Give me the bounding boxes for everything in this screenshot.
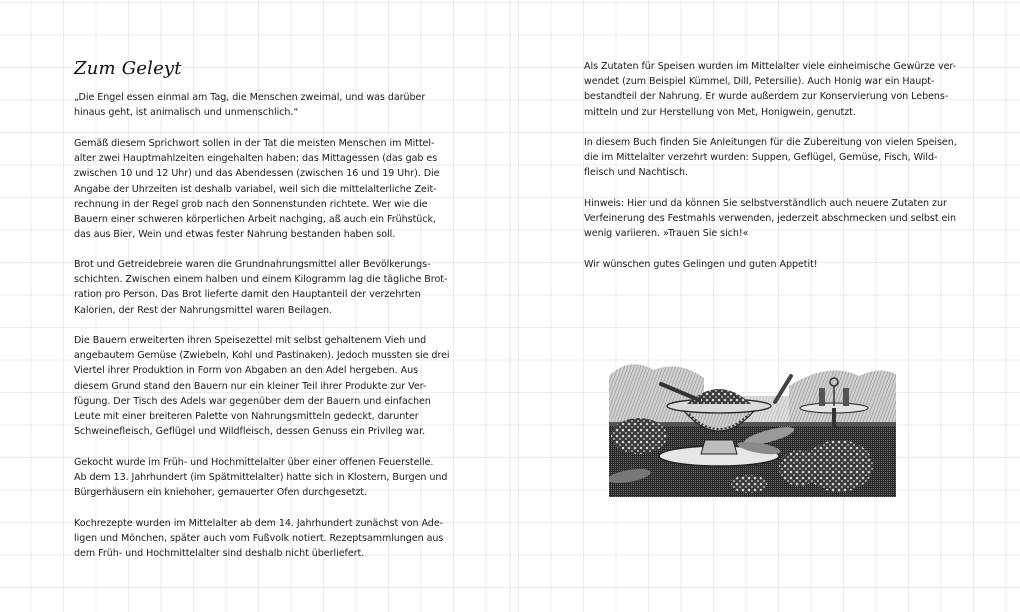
paragraph-bread: Brot und Getreidebreie waren die Grundnahrungsmittel aller Bevölkerungs- schichten. Zwischen einem halben und einem Kilogramm lag die tägliche Brot- ration pro Person. Das Brot lieferte damit den Hauptanteil der verzehrten Kalorien, der Rest der Nahrungsmittel waren Beilagen. bbox=[74, 259, 448, 316]
engraving-tureen-illustration bbox=[609, 356, 896, 497]
page-title: Zum Geleyt bbox=[74, 58, 182, 79]
paragraph-spices: Als Zutaten für Speisen wurden im Mittelalter viele einheimische Gewürze ver- wendet (zum Beispiel Kümmel, Dill, Petersilie). Auch Honig war ein Haupt- bestandteil der Nahrung. Er wurde außerdem zur Konservierung von Lebens- mitteln und zur Herstellung von Met, Honigwein, genutzt. bbox=[584, 61, 957, 118]
paragraph-hint: Hinweis: Hier und da können Sie selbstverständlich auch neuere Zutaten zur Verfeinerung des Festmahls verwenden, jederzeit abschmecken und selbst ein wenig variieren. »Trauen Sie sich!« bbox=[584, 198, 956, 240]
paragraph-cooking: Gekocht wurde im Früh- und Hochmittelalter über einer offenen Feuerstelle. Ab dem 13. Jahrhundert (im Spätmittelalter) hatte sich in Klostern, Burgen und Bürgerhäusern ein kniehoher, gemauerter Ofen durchgesetzt. bbox=[74, 457, 448, 499]
paragraph-closing: Wir wünschen gutes Gelingen und guten Appetit! bbox=[584, 259, 818, 270]
paragraph-peasants: Die Bauern erweiterten ihren Speisezettel mit selbst gehaltenem Vieh und angebautem Gemüse (Zwiebeln, Kohl und Pastinaken). Jedoch mussten sie drei Viertel ihrer Produktion in Form von Abgaben an den Adel hergeben. Aus diesem Grund stand den Bauern nur ein kleiner Teil ihrer Produkte zur Ver- fügung. Der Tisch des Adels war gegenüber dem der Bauern und einfachen Leute mit einer breiteren Palette von Nahrungsmitteln gedeckt, darunter Schweinefleisch, Geflügel und Wildfleisch, dessen Genuss ein Privileg war. bbox=[74, 335, 450, 438]
engraving-icon bbox=[609, 356, 896, 497]
paragraph-recipes: Kochrezepte wurden im Mittelalter ab dem 14. Jahrhundert zunächst von Ade- ligen und Mönchen, später auch vom Fußvolk notiert. Rezeptsammlungen aus dem Früh- und Hochmittelalter sind deshalb nicht überliefert. bbox=[74, 518, 444, 560]
epigraph-quote: „Die Engel essen einmal am Tag, die Menschen zweimal, und was darüber hinaus geht, ist animalisch und unmenschlich.“ bbox=[74, 92, 426, 119]
paragraph-mealtimes: Gemäß diesem Sprichwort sollen in der Tat die meisten Menschen im Mittel- alter zwei Hauptmahlzeiten eingehalten haben: das Mittagessen (das gab es zwischen 10 und 12 Uhr) und das Abendessen (zwischen 16 und 19 Uhr). Die Angabe der Uhrzeiten ist deshalb variabel, weil sich die mittelalterliche Zeit- rechnung in der Regel grob nach den Sonnenstunden richtete. Wer wie die Bauern einer schweren körperlichen Arbeit nachging, aß auch ein Frühstück, das aus Bier, Wein und etwas fester Nahrung bestanden haben soll. bbox=[74, 138, 440, 241]
paragraph-book-contents: In diesem Buch finden Sie Anleitungen für die Zubereitung von vielen Speisen, die im Mittelalter verzehrt wurden: Suppen, Geflügel, Gemüse, Fisch, Wild- fleisch und Nachtisch. bbox=[584, 137, 957, 179]
